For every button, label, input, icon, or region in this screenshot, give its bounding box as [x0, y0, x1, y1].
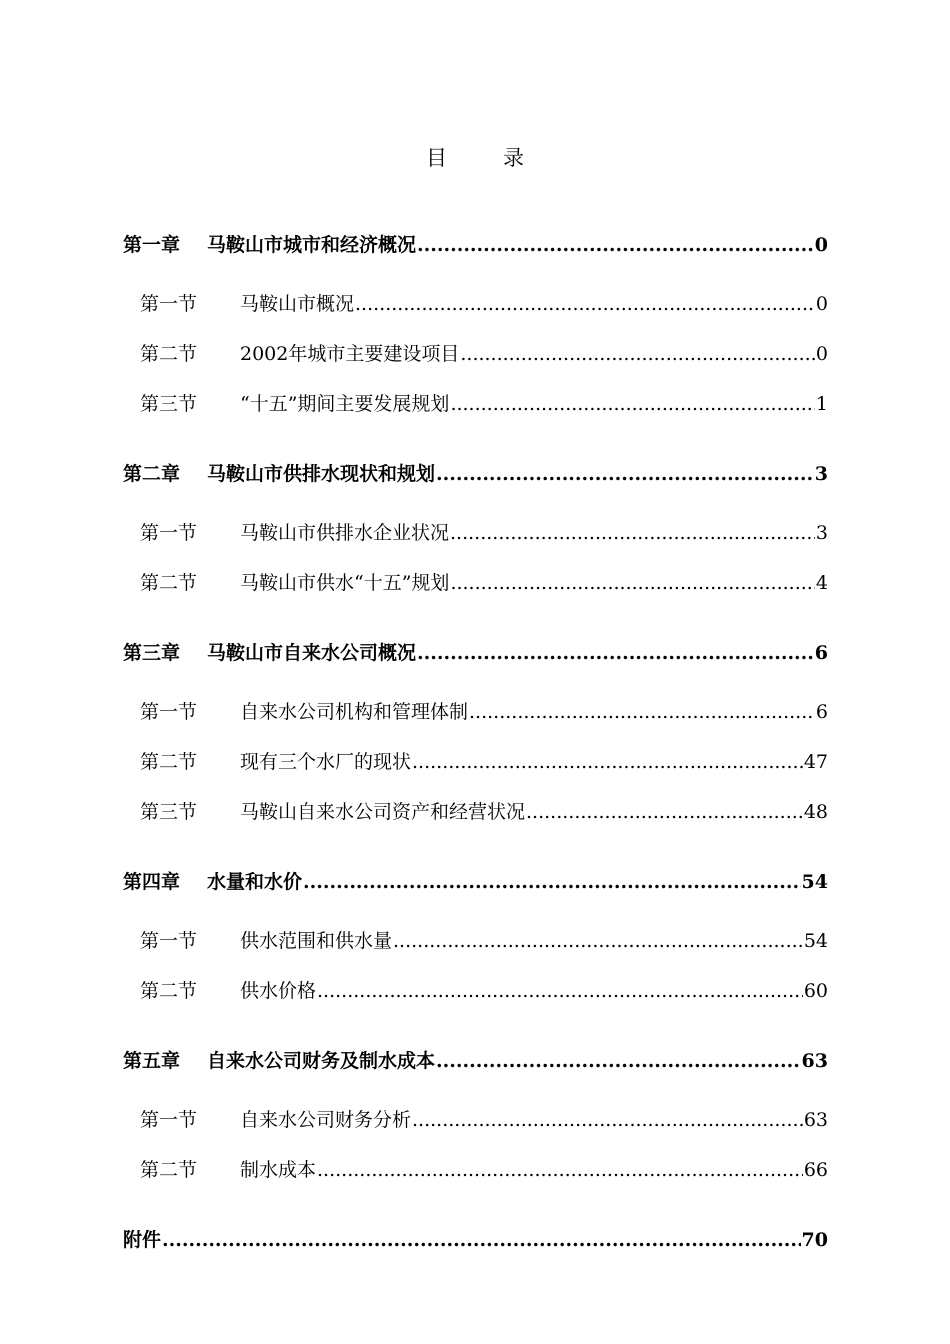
- toc-entry-label: 马鞍山市供排水企业状况: [240, 522, 450, 544]
- toc-dot-leader: [317, 1159, 803, 1181]
- toc-entry-chapter[interactable]: [123, 459, 828, 499]
- toc-entry-number: 第一节: [140, 1109, 198, 1131]
- toc-entry-section[interactable]: [123, 747, 828, 797]
- toc-entry-label: 2002年城市主要建设项目: [240, 343, 460, 365]
- toc-dot-leader: [436, 1050, 801, 1072]
- toc-entry-label: 自来水公司机构和管理体制: [240, 701, 469, 723]
- toc-page-number: 4: [815, 572, 828, 594]
- toc-dot-leader: [417, 234, 814, 256]
- toc-entry-section[interactable]: [123, 289, 828, 339]
- toc-page-number: 66: [803, 1159, 828, 1181]
- toc-dot-leader: [162, 1229, 801, 1251]
- toc-entry-number: 第二章: [123, 463, 181, 485]
- toc-entry-number: 第三节: [140, 393, 198, 415]
- toc-entry-label: 水量和水价: [207, 871, 303, 893]
- toc-dot-leader: [412, 751, 803, 773]
- toc-entry-label: 马鞍山市城市和经济概况: [207, 234, 417, 256]
- title-char-2: 录: [503, 146, 524, 170]
- toc-page-number: 0: [814, 234, 828, 256]
- toc-entry-section[interactable]: [123, 339, 828, 389]
- toc-dot-leader: [460, 343, 815, 365]
- toc-entry-label: 自来水公司财务分析: [240, 1109, 412, 1131]
- page-title: [0, 142, 950, 172]
- toc-entry-label: 制水成本: [240, 1159, 317, 1181]
- toc-page-number: 47: [803, 751, 828, 773]
- toc-dot-leader: [417, 642, 814, 664]
- toc-dot-leader: [412, 1109, 803, 1131]
- toc-entry-number: 第二节: [140, 343, 198, 365]
- toc-dot-leader: [317, 980, 803, 1002]
- toc-dot-leader: [526, 801, 803, 823]
- toc-entry-label: 供水范围和供水量: [240, 930, 393, 952]
- toc-entry-number: 第五章: [123, 1050, 181, 1072]
- toc-entry-number: 第三章: [123, 642, 181, 664]
- toc-entry-number: 第一节: [140, 701, 198, 723]
- toc-entry-number: 第二节: [140, 572, 198, 594]
- toc-page-number: 54: [803, 930, 828, 952]
- toc-dot-leader: [469, 701, 815, 723]
- toc-entry-label: 马鞍山市供水“十五”规划: [240, 572, 450, 594]
- toc-dot-leader: [436, 463, 814, 485]
- toc-entry-number: 第一节: [140, 930, 198, 952]
- toc-entry-number: 第一章: [123, 234, 181, 256]
- toc-entry-appendix[interactable]: [123, 1225, 828, 1265]
- toc-entry-label: 供水价格: [240, 980, 317, 1002]
- toc-entry-number: 第四章: [123, 871, 181, 893]
- toc-dot-leader: [355, 293, 815, 315]
- toc-entry-number: 第三节: [140, 801, 198, 823]
- toc-entry-number: 第一节: [140, 293, 198, 315]
- toc-page-number: 3: [815, 522, 828, 544]
- toc-entry-label: 自来水公司财务及制水成本: [207, 1050, 436, 1072]
- toc-entry-label: 马鞍山自来水公司资产和经营状况: [240, 801, 526, 823]
- toc-page-number: 6: [814, 642, 828, 664]
- toc-entry-label: 马鞍山市自来水公司概况: [207, 642, 417, 664]
- table-of-contents: [123, 230, 828, 1265]
- toc-page-number: 48: [803, 801, 828, 823]
- toc-entry-label: 马鞍山市概况: [240, 293, 355, 315]
- toc-page-number: 3: [814, 463, 828, 485]
- toc-entry-number: 第二节: [140, 980, 198, 1002]
- toc-page-number: 70: [801, 1229, 828, 1251]
- toc-dot-leader: [450, 572, 814, 594]
- toc-page-number: 1: [815, 393, 828, 415]
- toc-entry-section[interactable]: [123, 926, 828, 976]
- toc-entry-section[interactable]: [123, 1105, 828, 1155]
- toc-page-number: 63: [803, 1109, 828, 1131]
- toc-entry-section[interactable]: [123, 1155, 828, 1205]
- toc-entry-label: 马鞍山市供排水现状和规划: [207, 463, 436, 485]
- toc-entry-label: 现有三个水厂的现状: [240, 751, 412, 773]
- toc-dot-leader: [393, 930, 803, 952]
- title-char-1: 目: [426, 146, 447, 170]
- toc-page-number: 0: [815, 293, 828, 315]
- toc-entry-chapter[interactable]: [123, 1046, 828, 1086]
- toc-entry-section[interactable]: [123, 697, 828, 747]
- toc-entry-label: 附件: [123, 1229, 162, 1251]
- toc-dot-leader: [450, 393, 814, 415]
- toc-entry-section[interactable]: [123, 976, 828, 1026]
- toc-page-number: 63: [801, 1050, 828, 1072]
- toc-entry-number: 第二节: [140, 751, 198, 773]
- toc-entry-section[interactable]: [123, 797, 828, 847]
- toc-entry-chapter[interactable]: [123, 638, 828, 678]
- toc-dot-leader: [303, 871, 801, 893]
- toc-entry-chapter[interactable]: [123, 230, 828, 270]
- toc-page-number: 54: [801, 871, 828, 893]
- toc-page-number: 60: [803, 980, 828, 1002]
- toc-entry-chapter[interactable]: [123, 867, 828, 907]
- toc-entry-label: “十五”期间主要发展规划: [240, 393, 450, 415]
- toc-page-number: 0: [815, 343, 828, 365]
- toc-entry-section[interactable]: [123, 389, 828, 439]
- toc-entry-number: 第二节: [140, 1159, 198, 1181]
- toc-entry-section[interactable]: [123, 518, 828, 568]
- toc-page-number: 6: [815, 701, 828, 723]
- toc-entry-number: 第一节: [140, 522, 198, 544]
- toc-dot-leader: [450, 522, 815, 544]
- toc-entry-section[interactable]: [123, 568, 828, 618]
